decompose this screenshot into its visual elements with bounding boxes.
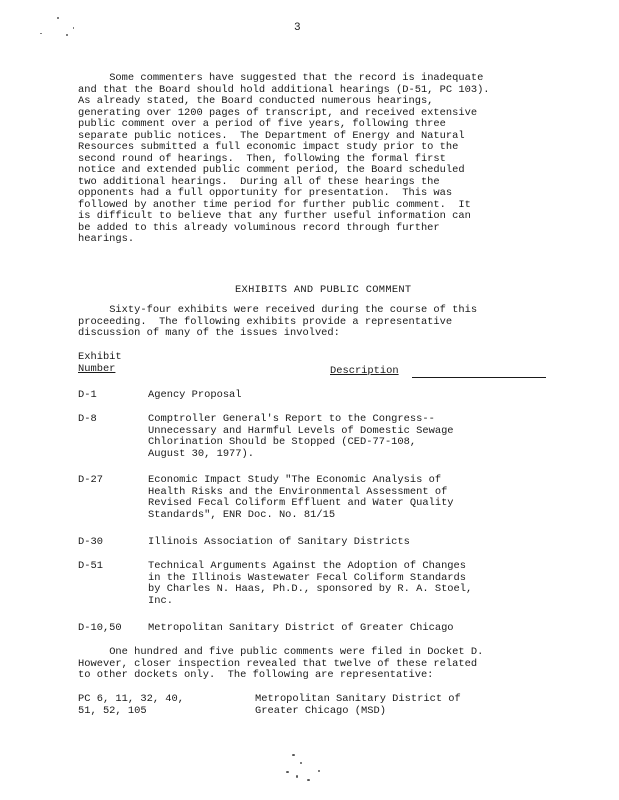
header-underline [412, 377, 546, 378]
scan-speck [292, 754, 295, 756]
scan-speck [66, 34, 68, 36]
scan-speck [57, 17, 59, 19]
paragraph-record-adequacy: Some commenters have suggested that the record is inadequate and that the Board should hold additional hearings (D-51, PC 103). As already stated, the Board conducted numerous hearings, generating over 1200 pages of transcript, and received extensive public comment over a period of five years, following three separate public notices. The Department of Energy and Natural Resources submitted a full economic impact study prior to the second round of hearings. Then, following the formal first notice and extended public comment period, the Board scheduled two additional hearings. During all of these hearings the opponents had a full opportunity for presentation. This was followed by another time period for further public comment. It is difficult to believe that any further useful information can be added to this already voluminous record through further hearings. [78, 72, 490, 245]
paragraph-public-comments: One hundred and five public comments were filed in Docket D. However, closer inspection revealed that twelve of these related to other dockets only. The following are representative: [78, 646, 484, 681]
section-heading: EXHIBITS AND PUBLIC COMMENT [235, 284, 412, 296]
exhibit-number: D-8 [78, 413, 97, 425]
scan-speck [296, 775, 298, 778]
exhibit-description: Metropolitan Sanitary District of Greater Chicago [148, 622, 454, 634]
scan-speck [307, 779, 310, 781]
scan-speck [40, 33, 42, 34]
exhibit-number: D-51 [78, 560, 103, 572]
scan-speck [318, 770, 320, 772]
exhibit-description: Comptroller General's Report to the Congress-- Unnecessary and Harmful Levels of Domestic Sewage Chlorination Should be Stopped (CED-77-108, August 30, 1977). [148, 413, 454, 460]
exhibit-header-line1: Exhibit [78, 351, 122, 363]
scan-speck [300, 762, 302, 764]
exhibit-number-header [78, 352, 122, 375]
exhibit-number: D-1 [78, 389, 97, 401]
exhibit-header-line2: Number [78, 362, 116, 375]
exhibit-description: Agency Proposal [148, 389, 242, 401]
description-header: Description [330, 365, 399, 377]
exhibit-description: Illinois Association of Sanitary Districts [148, 536, 410, 548]
representative-pc-numbers: PC 6, 11, 32, 40, 51, 52, 105 [78, 693, 185, 717]
exhibit-number: D-30 [78, 536, 103, 548]
representative-organization: Metropolitan Sanitary District of Greater Chicago (MSD) [255, 693, 461, 717]
paragraph-exhibits-intro: Sixty-four exhibits were received during the course of this proceeding. The following exhibits provide a representative discussion of many of the issues involved: [78, 304, 478, 339]
page-number: 3 [294, 22, 301, 34]
exhibit-number: D-10,50 [78, 622, 122, 634]
exhibit-number: D-27 [78, 474, 103, 486]
scan-speck [73, 27, 74, 29]
exhibit-description: Economic Impact Study "The Economic Analysis of Health Risks and the Environmental Assessment of Revised Fecal Coliform Effluent and Water Quality Standards", ENR Doc. No. 81/15 [148, 474, 454, 521]
scan-speck [286, 771, 289, 773]
exhibit-description: Technical Arguments Against the Adoption of Changes in the Illinois Wastewater Fecal Coliform Standards by Charles N. Haas, Ph.D., sponsored by R. A. Stoel, Inc. [148, 560, 473, 607]
